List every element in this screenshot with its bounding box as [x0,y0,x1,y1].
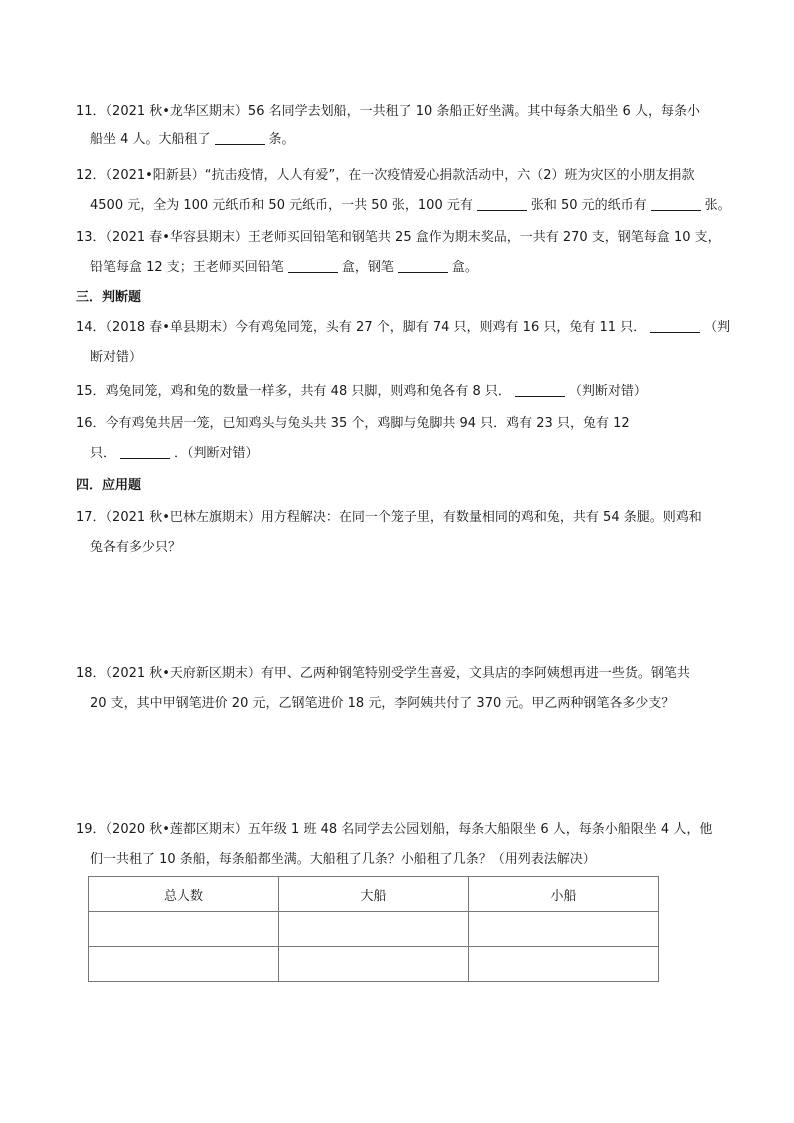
answer-blank[interactable] [398,258,448,273]
table-cell[interactable] [469,912,659,947]
q14-text: 14．（2018 春•单县期末）今有鸡兔同笼，头有 27 个，脚有 74 只，则鸡有 16 只，兔有 11 只． [76,320,647,335]
q12-text: 12．（2021•阳新县）“抗击疫情，人人有爱”，在一次疫情爱心捐款活动中，六（2）班为灾区的小朋友捐款 [76,168,695,183]
q19-line1 [76,820,712,840]
answer-table [88,876,659,982]
q12-line2 [90,196,731,216]
q16-line1 [76,414,630,434]
section-heading-judgement: 三．判断题 [76,290,142,305]
q13-line1 [76,228,721,248]
table-header-big-boat: 大船 [279,877,469,912]
answer-blank[interactable] [651,196,701,211]
q16-text: 只． [90,446,117,461]
q11-line1 [76,102,700,122]
q11-text: 条。 [268,132,295,147]
answer-blank[interactable] [650,318,700,333]
q12-line1 [76,166,695,186]
q11-line2 [90,130,295,150]
q18-line1 [76,664,690,684]
table-row [89,947,659,982]
table-cell[interactable] [469,947,659,982]
q17-text: 兔各有多少只？ [90,540,182,555]
table-cell[interactable] [89,947,279,982]
q13-text: 铅笔每盒 12 支；王老师买回铅笔 [90,260,284,275]
q12-text: 张和 50 元的纸币有 [530,198,647,213]
q19-text: 们一共租了 10 条船，每条船都坐满。大船租了几条？小船租了几条？（用列表法解决） [90,852,596,867]
answer-blank[interactable] [515,382,565,397]
section-heading-application: 四．应用题 [76,478,142,493]
q17-line1 [76,508,702,528]
table-row [89,912,659,947]
q17-text: 17．（2021 秋•巴林左旗期末）用方程解决：在同一个笼子里，有数量相同的鸡和兔，共有 54 条腿。则鸡和 [76,510,702,525]
q18-text: 20 支，其中甲钢笔进价 20 元，乙钢笔进价 18 元，李阿姨共付了 370 元。甲乙两种钢笔各多少支？ [90,696,675,711]
answer-blank[interactable] [288,258,338,273]
q14-line1 [76,318,730,338]
q16-text: ．（判断对错） [174,446,259,461]
table-header-small-boat: 小船 [469,877,659,912]
q13-text: 13．（2021 春•华容县期末）王老师买回铅笔和钢笔共 25 盒作为期末奖品，一共有 270 支，钢笔每盒 10 支， [76,230,721,245]
q12-text: 4500 元，全为 100 元纸币和 50 元纸币，一共 50 张，100 元有 [90,198,473,213]
q11-text: 船坐 4 人。大船租了 [90,132,211,147]
q17-line2 [90,538,181,558]
q11-text: 11．（2021 秋•龙华区期末）56 名同学去划船，一共租了 10 条船正好坐满。其中每条大船坐 6 人，每条小 [76,104,700,119]
q15-text: （判断对错） [568,384,647,399]
q16-line2 [90,444,259,464]
q18-text: 18．（2021 秋•天府新区期末）有甲、乙两种钢笔特别受学生喜爱，文具店的李阿姨想再进一些货。钢笔共 [76,666,690,681]
q19-text: 19．（2020 秋•莲都区期末）五年级 1 班 48 名同学去公园划船，每条大船限坐 6 人，每条小船限坐 4 人，他 [76,822,713,837]
table-cell[interactable] [279,912,469,947]
answer-blank[interactable] [477,196,527,211]
table-header-row [89,877,659,912]
q13-line2 [90,258,478,278]
q14-text: 断对错） [90,350,143,365]
q14-text: （判 [704,320,731,335]
q15-line1 [76,382,647,402]
answer-blank[interactable] [215,130,265,145]
q15-text: 15．鸡兔同笼，鸡和兔的数量一样多，共有 48 只脚，则鸡和兔各有 8 只． [76,384,511,399]
table-cell[interactable] [89,912,279,947]
answer-blank[interactable] [120,444,170,459]
q13-text: 盒，钢笔 [341,260,394,275]
q14-line2 [90,348,142,368]
q12-text: 张。 [704,198,731,213]
q13-text: 盒。 [451,260,478,275]
q19-line2 [90,850,596,870]
q18-line2 [90,694,674,714]
table-cell[interactable] [279,947,469,982]
table-header-total-people: 总人数 [89,877,279,912]
q16-text: 16．今有鸡兔共居一笼，已知鸡头与兔头共 35 个，鸡脚与兔脚共 94 只．鸡有 23 只，兔有 12 [76,416,630,431]
